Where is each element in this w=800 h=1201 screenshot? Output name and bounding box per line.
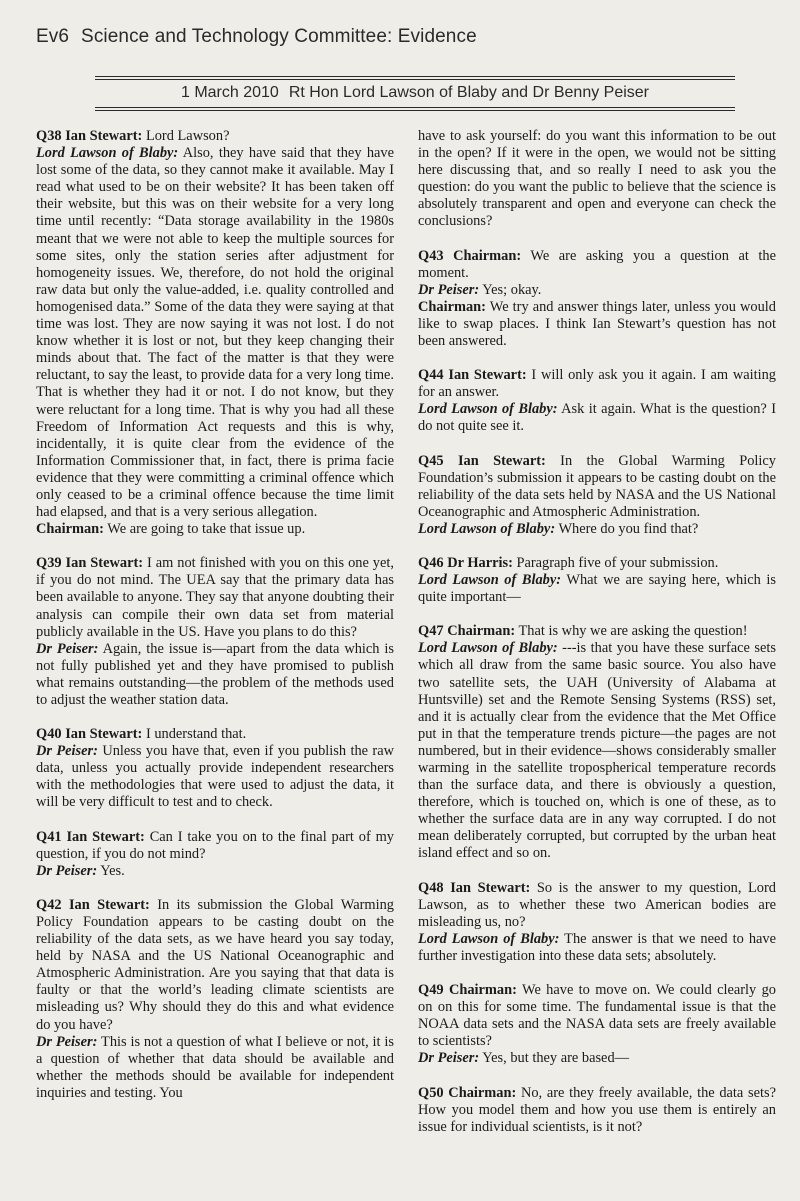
paragraph-text: That is why we are asking the question! <box>515 623 748 640</box>
speaker-name: Lord Lawson of Blaby: <box>418 401 558 418</box>
question-paragraph <box>36 726 394 743</box>
questioner-name: Dr Harris: <box>447 554 513 571</box>
paragraph-text: We are asking you a question at the moment. <box>418 247 776 281</box>
speaker-name: Lord Lawson of Blaby: <box>418 520 556 537</box>
questioner-name: Chairman: <box>448 982 517 999</box>
paragraph-text: This is not a question of what I believe or not, it is a question of whether that data should be available and whether the methods should be available for independent inquiries and testing. You <box>36 1033 394 1101</box>
paragraph-text: In the Global Warming Policy Foundation’s submission it appears to be casting doubt on the reliability of the data sets held by NASA and the US National Oceanographic and Atmospheric Administration. <box>418 452 776 520</box>
paragraph-text: Yes. <box>97 862 125 879</box>
paragraph-text: In its submission the Global Warming Policy Foundation appears to be casting doubt on the reliability of the data sets, as we have heard you say today, held by NASA and the US National Oceanographic and Atmospheric Administration. Are you saying that that data is faulty or that the world’s leading climate scientists are misleading us? Why should they do this and what evidence do you have? <box>36 896 395 1033</box>
speaker-name: Lord Lawson of Blaby: <box>418 640 558 657</box>
paragraph-text: We try and answer things later, unless you would like to swap places. I think Ian Stewart’s question has not been answered. <box>418 298 776 350</box>
paragraph-text: Yes; okay. <box>479 281 542 298</box>
speaker-name: Dr Peiser: <box>36 862 98 879</box>
question-paragraph <box>36 829 394 863</box>
paragraph-text: No, are they freely available, the data sets? How you model them and how you use them is entirely an issue for individual scientists, is it not? <box>418 1084 776 1135</box>
speaker-name: Lord Lawson of Blaby: <box>36 145 179 162</box>
question-paragraph <box>418 453 776 521</box>
paragraph-text: Yes, but they are based— <box>479 1050 630 1067</box>
questioner-name: Ian Stewart: <box>66 828 145 845</box>
committee-title: Science and Technology Committee: Evidence <box>81 26 477 47</box>
speaker-name: Lord Lawson of Blaby: <box>418 572 562 589</box>
question-number: Q47 <box>418 623 444 640</box>
question-paragraph <box>418 555 776 572</box>
header-rule <box>95 110 735 111</box>
answer-paragraph <box>418 282 776 299</box>
left-column <box>36 128 394 1102</box>
paragraph-text: Can I take you on to the final part of my question, if you do not mind? <box>36 828 394 862</box>
answer-paragraph <box>418 299 776 350</box>
questioner-name: Chairman: <box>448 1084 517 1101</box>
running-head <box>36 26 477 48</box>
question-number: Q46 <box>418 554 444 571</box>
speaker-name: Chairman: <box>418 298 486 315</box>
questioner-name: Chairman: <box>453 247 522 264</box>
question-paragraph <box>418 1085 776 1136</box>
paragraph-text: ---is that you have these surface sets which all draw from the same basic source. You also have two satellite sets, the UAH (University of Alabama at Huntsville) set and the Remote Sensing Systems (RSS) set, and it is actually clear from the evidence that the Met Office put in that the temperature trends picture—the pages are not numbered, but in their evidence—shows considerably smaller warming in the satellite tropospherical temperature records than the surface data, and there is obviously a question, therefore, which is touched on, which is one of these, as to whether the surface data are in any way corrupted. I do not mean deliberately corrupted, but corrupted by the urban heat island effect and so on. <box>418 640 776 862</box>
question-number: Q49 <box>418 982 444 999</box>
questioner-name: Ian Stewart: <box>68 896 150 913</box>
question-paragraph <box>36 897 394 1034</box>
question-paragraph <box>418 367 776 401</box>
answer-paragraph <box>418 640 776 862</box>
paragraph-text: I will only ask you it again. I am waiting for an answer. <box>418 367 776 401</box>
answer-paragraph <box>36 1034 394 1102</box>
question-number: Q38 <box>36 128 62 144</box>
paragraph-text: So is the answer to my question, Lord Lawson, as to whether these two American bodies are misleading us, no? <box>418 879 776 930</box>
question-number: Q41 <box>36 828 62 845</box>
question-paragraph <box>36 555 394 640</box>
speaker-name: Dr Peiser: <box>36 1033 98 1050</box>
speaker-name: Dr Peiser: <box>418 1050 480 1067</box>
paragraph-text: Unless you have that, even if you publish the raw data, unless you actually provide independent researchers with the methodologies that were used to adjust the data, it will be very difficult to test and to check. <box>36 743 394 811</box>
question-number: Q40 <box>36 726 62 743</box>
question-number: Q45 <box>418 452 444 469</box>
questioner-name: Ian Stewart: <box>457 452 546 469</box>
paragraph-text: I understand that. <box>142 726 247 743</box>
paragraph-text: Ask it again. What is the question? I do not quite see it. <box>418 401 776 435</box>
session-heading <box>95 84 735 102</box>
question-paragraph <box>36 128 394 145</box>
paragraph-text: What we are saying here, which is quite important— <box>418 572 776 606</box>
questioner-name: Ian Stewart: <box>448 367 527 384</box>
questioner-name: Ian Stewart: <box>450 879 531 896</box>
paragraph-text: We are going to take that issue up. <box>103 521 306 538</box>
answer-paragraph <box>418 572 776 606</box>
speaker-name: Dr Peiser: <box>418 281 480 298</box>
questioner-name: Chairman: <box>447 623 516 640</box>
paragraph-text: Where do you find that? <box>555 520 699 537</box>
paragraph-text: have to ask yourself: do you want this information to be out in the open? If it were in the open, we would not be sitting here discussing that, and so really I need to ask you the question: do you want the public to believe that the science is absolutely transparent and open and everyone can check the conclusions? <box>418 128 776 230</box>
speaker-name: Dr Peiser: <box>36 743 98 760</box>
speaker-name: Lord Lawson of Blaby: <box>418 930 560 947</box>
answer-paragraph <box>36 641 394 709</box>
paragraph-text: Again, the issue is—apart from the data which is not fully published yet and they have promised to publish what remains outstanding—the problem of the methods used to adjust the weather station data. <box>36 640 394 708</box>
question-number: Q39 <box>36 555 62 572</box>
page-number: Ev6 <box>36 26 70 47</box>
speaker-name: Dr Peiser: <box>36 640 99 657</box>
header-rule <box>95 76 735 77</box>
answer-paragraph <box>36 145 394 521</box>
paragraph-text: Paragraph five of your submission. <box>512 554 719 571</box>
paragraph-text: We have to move on. We could clearly go on on this for some time. The fundamental issue is that the NOAA data sets and the NASA data sets are freely available to scientists? <box>418 982 776 1050</box>
question-paragraph <box>418 623 776 640</box>
question-paragraph <box>418 982 776 1050</box>
speaker-name: Chairman: <box>36 521 104 538</box>
question-number: Q42 <box>36 896 62 913</box>
header-rule <box>95 107 735 108</box>
session-date: 1 March 2010 <box>180 84 279 101</box>
question-paragraph <box>418 248 776 282</box>
continued-paragraph <box>418 128 776 231</box>
question-number: Q44 <box>418 367 444 384</box>
answer-paragraph <box>36 521 394 538</box>
paragraph-text: Also, they have said that they have lost some of the data, so they cannot make it available. May I read what used to be on their website? It has been taken off their website, but this was on their website for a very long time until recently: “Data storage availability in the 1980s meant that we were not able to keep the multiple sources for some sites, only the station series after adjustment for homogeneity issues. We, therefore, do not hold the original raw data but only the value-added, i.e. quality controlled and homogenised data.” Some of the data they were saying at that time was lost. They are now saying it was not lost. I do not know whether it is lost or not, but they keep changing their minds about that. The fact of the matter is that they were reluctant, to say the least, to provide data for a very long time. That is whether they had it or not. I do not know, but they were reluctant for a long time. That is why you had all these Freedom of Information Act requests and this is why, incidentally, it is quite clear from the evidence of the Information Commissioner that, in fact, there is prima facie evidence that they were committing a criminal offence which only ceased to be a criminal offence because the time limit had elapsed, and that is a very serious allegation. <box>36 145 394 521</box>
answer-paragraph <box>418 401 776 435</box>
question-number: Q43 <box>418 247 444 264</box>
questioner-name: Ian Stewart: <box>65 128 143 144</box>
question-number: Q48 <box>418 879 444 896</box>
answer-paragraph <box>418 931 776 965</box>
answer-paragraph <box>418 1050 776 1067</box>
answer-paragraph <box>418 521 776 538</box>
header-rule <box>95 79 735 80</box>
question-paragraph <box>418 880 776 931</box>
question-number: Q50 <box>418 1084 444 1101</box>
paragraph-text: Lord Lawson? <box>142 128 230 144</box>
session-witnesses: Rt Hon Lord Lawson of Blaby and Dr Benny Peiser <box>288 84 650 101</box>
questioner-name: Ian Stewart: <box>65 555 144 572</box>
paragraph-text: I am not finished with you on this one yet, if you do not mind. The UEA say that the primary data has been available to anyone. They say that anyone doubting their analysis can compile their own data set from material publicly available in the US. Have you plans to do this? <box>36 555 394 640</box>
answer-paragraph <box>36 863 394 880</box>
paragraph-text: The answer is that we need to have further investigation into these data sets; absolutely. <box>418 930 776 964</box>
answer-paragraph <box>36 743 394 811</box>
right-column <box>418 128 776 1136</box>
questioner-name: Ian Stewart: <box>65 726 143 743</box>
